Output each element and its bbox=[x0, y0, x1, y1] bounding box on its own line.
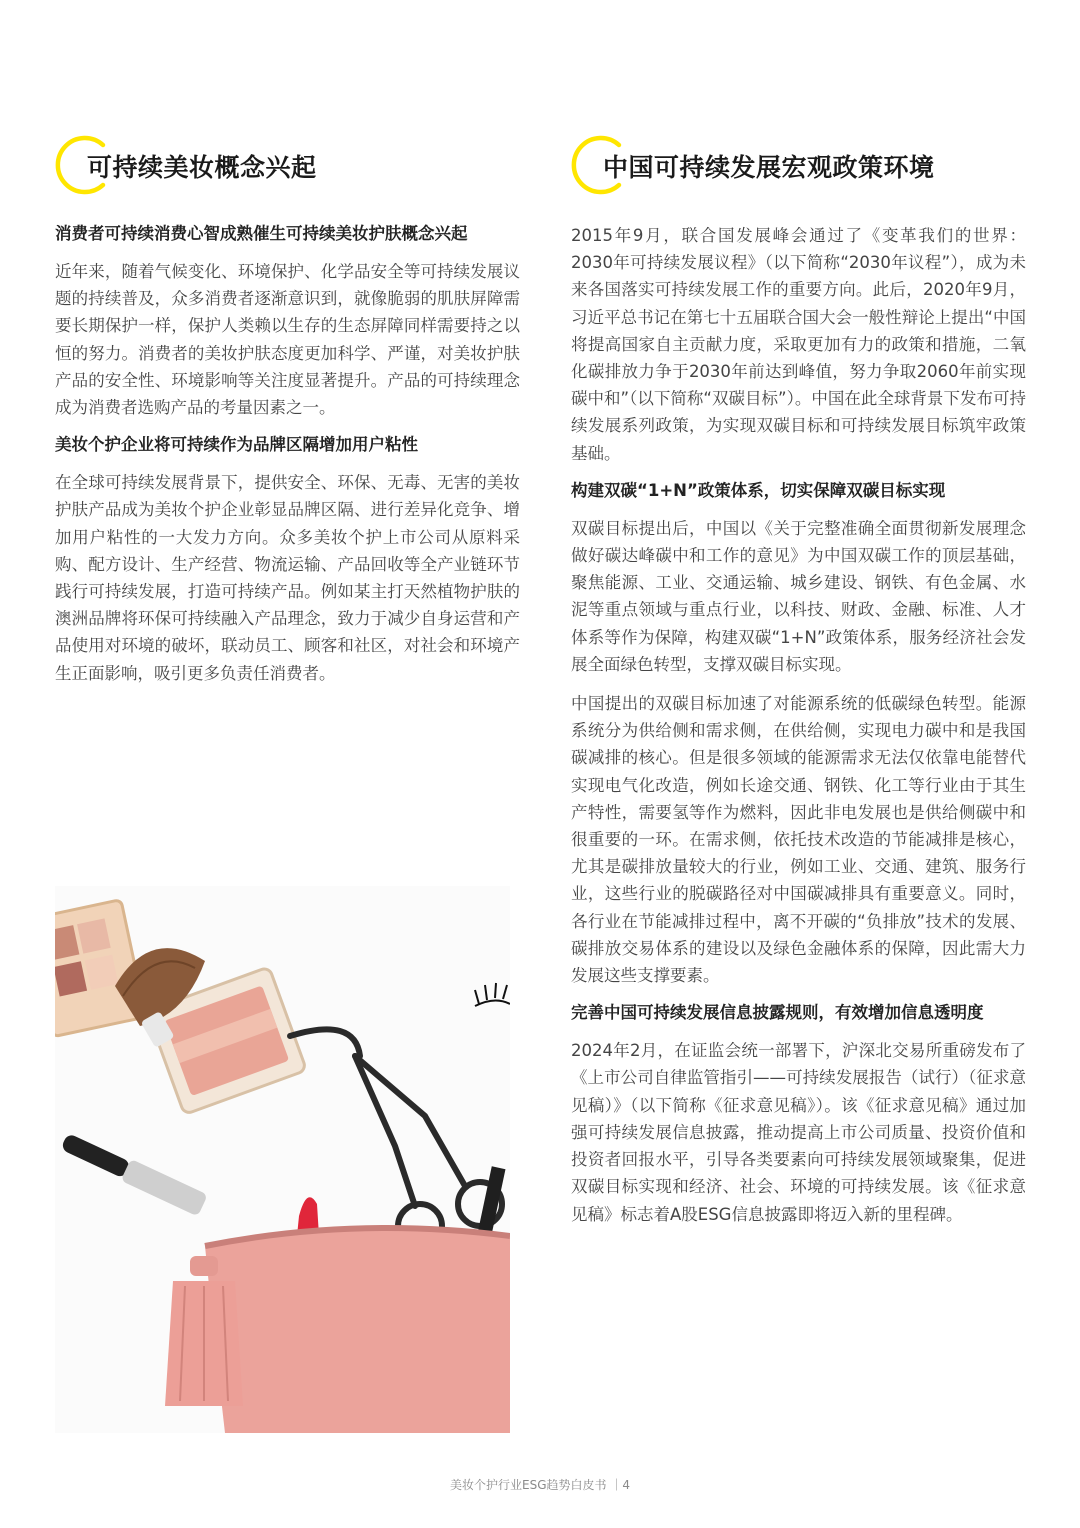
section-title-sustainable-beauty: 可持续美妆概念兴起 bbox=[87, 153, 317, 182]
paragraph-consumer-awareness: 近年来，随着气候变化、环境保护、化学品安全等可持续发展议题的持续普及，众多消费者逐渐意识到，就像脆弱的肌肤屏障需要长期保护一样，保护人类赖以生存的生态屏障同样需要持之以恒的努力。消费者的美妆护肤态度更加科学、严谨，对美妆护肤产品的安全性、环境影响等关注度显著提升。产品的可持续理念成为消费者选购产品的考量因素之一。 bbox=[55, 262, 520, 418]
section-title-policy-environment: 中国可持续发展宏观政策环境 bbox=[603, 153, 935, 182]
cosmetics-illustration bbox=[55, 886, 510, 1433]
paragraph-2030-agenda: 2015年9月，联合国发展峰会通过了《变革我们的世界：2030年可持续发展议程》（以下简称“2030年议程”），成为未来各国落实可持续发展工作的重要方向。此后，2020年9月，习近平总书记在第七十五届联合国大会一般性辩论上提出“中国将提高国家自主贡献力度，采取更加有力的政策和措施，二氧化碳排放力争于2030年前达到峰值，努力争取2060年前实现碳中和”（以下简称“双碳目标”）。中国在此全球背景下发布可持续发展系列政策，为实现双碳目标和可持续发展目标筑牢政策基础。 bbox=[571, 226, 1026, 463]
paragraph-brand-sustainability: 在全球可持续发展背景下，提供安全、环保、无毒、无害的美妆护肤产品成为美妆个护企业彰显品牌区隔、进行差异化竞争、增加用户粘性的一大发力方向。众多美妆个护上市公司从原料采购、配方设计、生产经营、物流运输、产品回收等全产业链环节践行可持续发展，打造可持续产品。例如某主打天然植物护肤的澳洲品牌将环保可持续融入产品理念，致力于减少自身运营和产品使用对环境的破坏，联动员工、顾客和社区，对社会和环境产生正面影响，吸引更多负责任消费者。 bbox=[55, 473, 520, 683]
subheading-1-n-policy: 构建双碳“1+N”政策体系，切实保障双碳目标实现 bbox=[571, 480, 946, 500]
page-footer: 美妆个护行业ESG趋势白皮书 ｜4 bbox=[450, 1478, 630, 1492]
paragraph-1-n-policy: 双碳目标提出后，中国以《关于完整准确全面贯彻新发展理念做好碳达峰碳中和工作的意见》为中国双碳工作的顶层基础，聚焦能源、工业、交通运输、城乡建设、钢铁、有色金属、水泥等重点领域与重点行业，以科技、财政、金融、标准、人才体系等作为保障，构建双碳“1+N”政策体系，服务经济社会发展全面绿色转型，支撑双碳目标实现。 bbox=[571, 518, 1026, 674]
paragraph-disclosure-guidelines: 2024年2月，在证监会统一部署下，沪深北交易所重磅发布了《上市公司自律监管指引——可持续发展报告（试行）（征求意见稿）》（以下简称《征求意见稿》）。该《征求意见稿》通过加强可持续发展信息披露，推动提高上市公司质量、投资价值和投资者回报水平，引导各类要素向可持续发展领域聚集，促进双碳目标实现和经济、社会、环境的可持续发展。该《征求意见稿》标志着A股ESG信息披露即将迈入新的里程碑。 bbox=[571, 1041, 1026, 1224]
subheading-consumer-mindset: 消费者可持续消费心智成熟催生可持续美妆护肤概念兴起 bbox=[55, 224, 468, 243]
right-column bbox=[571, 130, 1026, 1240]
paragraph-energy-transition: 中国提出的双碳目标加速了对能源系统的低碳绿色转型。能源系统分为供给侧和需求侧，在供给侧，实现电力碳中和是我国碳减排的核心。但是很多领域的能源需求无法仅依靠电能替代实现电气化改造，例如长途交通、钢铁、化工等行业由于其生产特性，需要氢等作为燃料，因此非电发展也是供给侧碳中和很重要的一环。在需求侧，依托技术改造的节能减排是核心，尤其是碳排放量较大的行业，例如工业、交通、建筑、服务行业，这些行业的脱碳路径对中国碳减排具有重要意义。同时，各行业在节能减排过程中，离不开碳的“负排放”技术的发展、碳排放交易体系的建设以及绿色金融体系的保障，因此需大力发展这些支撑要素。 bbox=[571, 694, 1026, 986]
section-heading-left bbox=[55, 130, 520, 208]
cosmetics-photo bbox=[55, 886, 510, 1433]
subheading-brand-differentiation: 美妆个护企业将可持续作为品牌区隔增加用户粘性 bbox=[55, 435, 418, 455]
subheading-disclosure-rules: 完善中国可持续发展信息披露规则，有效增加信息透明度 bbox=[571, 1003, 984, 1023]
section-heading-right bbox=[571, 130, 1026, 208]
left-column bbox=[55, 130, 520, 699]
